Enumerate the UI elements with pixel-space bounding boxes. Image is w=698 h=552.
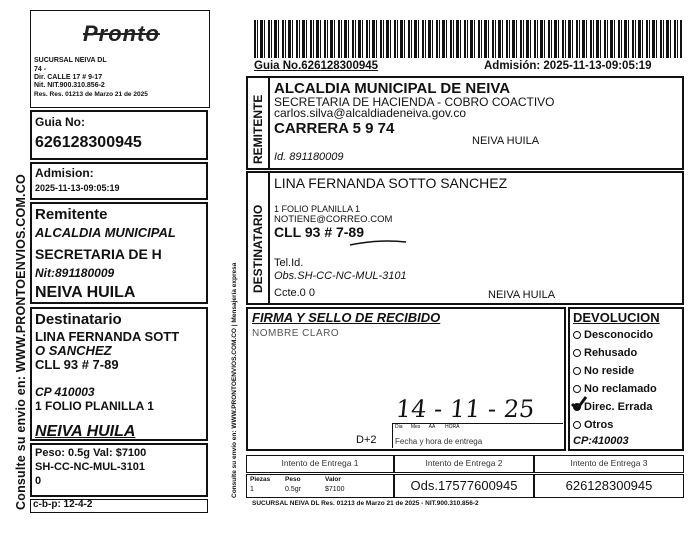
ods-value: Ods.17577600945 [410, 478, 518, 493]
bottom-code-box [30, 499, 208, 513]
piezas-label: Piezas [250, 476, 271, 483]
rem-name: ALCALDIA MUNICIPAL DE NEIVA [274, 80, 511, 97]
ref-line: SH-CC-NC-MUL-3101 [35, 461, 146, 473]
intento-2-label: Intento de Entrega 2 [425, 458, 503, 468]
branch-header-box [30, 10, 210, 108]
dest-name: LINA FERNANDA SOTTO SANCHEZ [274, 175, 508, 191]
devolucion-option[interactable]: Rehusado [573, 347, 637, 359]
remitente-nit: Nit:891180009 [35, 266, 115, 280]
guia-bottom-value: 626128300945 [565, 478, 653, 493]
radio-circle-icon [573, 349, 581, 357]
footer-text: SUCURSAL NEIVA DL Res. 01213 de Marzo 21 de 2025 - NIT.900.310.856-2 [252, 500, 479, 507]
devolucion-option[interactable]: Otros [573, 419, 613, 431]
remitente-name: ALCALDIA MUNICIPAL [35, 225, 176, 240]
peso-label: Peso [285, 476, 301, 483]
intento-1-label: Intento de Entrega 1 [281, 458, 359, 468]
devolucion-option[interactable]: Desconocido [573, 329, 653, 341]
branch-res: Res. Res. 01213 de Marzo 21 de 2025 [34, 91, 148, 98]
dest-cp: CP 410003 [35, 385, 95, 399]
intento-3-cell [534, 455, 684, 473]
peso-value: 0.5gr [285, 486, 301, 493]
peso-line: Peso: 0.5g Val: $7100 [35, 447, 147, 459]
destinatario-side-label: DESTINATARIO [251, 204, 265, 293]
piezas-cell [246, 474, 394, 498]
valor-value: $7100 [325, 486, 345, 493]
dest-folio: 1 FOLIO PLANILLA 1 [35, 399, 154, 413]
branch-address: Dir. CALLE 17 # 9-17 [34, 74, 103, 81]
admision-value: 2025-11-13-09:05:19 [35, 183, 120, 193]
dest-city: NEIVA HUILA [488, 289, 556, 301]
peso-box [30, 443, 208, 497]
guia-bottom-cell [534, 474, 684, 498]
d2-label: D+2 [356, 434, 377, 446]
devolucion-option-checked[interactable]: Direc. Errada [573, 401, 652, 413]
rem-city: NEIVA HUILA [472, 135, 540, 147]
dest-name-1: LINA FERNANDA SOTT [35, 329, 180, 344]
ods-cell [394, 474, 534, 498]
right-side-url-text: Consulte su envío en: WWW.PRONTOENVIOS.COM.CO | Mensajería expresa [231, 262, 238, 498]
radio-circle-icon [573, 367, 581, 375]
dest-name-2: O SANCHEZ [35, 343, 112, 358]
rem-id: Id. 891180009 [274, 151, 344, 163]
remitente-side-label: REMITENTE [251, 94, 265, 164]
rem-email: carlos.silva@alcaldiadeneiva.gov.co [274, 106, 467, 120]
destinatario-label: Destinatario [35, 311, 122, 328]
devolucion-option[interactable]: No reside [573, 365, 634, 377]
radio-circle-icon [573, 421, 581, 429]
handwritten-date: 14 - 11 - 25 [394, 395, 536, 423]
dest-ccte: Ccte.0 0 [274, 287, 315, 299]
remitente-label: Remitente [35, 206, 108, 223]
fecha-label: Fecha y hora de entrega [395, 437, 483, 446]
firma-block: FIRMA Y SELLO DE RECIBIDO NOMBRE CLARO 14 - 11 - 25 D+2 Dia Mes AA HORA Fecha y hora de entrega [246, 307, 566, 451]
devolucion-block [568, 307, 684, 451]
radio-circle-icon [573, 385, 581, 393]
piezas-value: 1 [250, 486, 254, 493]
branch-name: SUCURSAL NEIVA DL [34, 57, 107, 64]
dest-folio: 1 FOLIO PLANILLA 1 [274, 204, 361, 214]
firma-title: FIRMA Y SELLO DE RECIBIDO [252, 310, 441, 325]
rem-dept: SECRETARIA DE HACIENDA - COBRO COACTIVO [274, 95, 555, 109]
company-logo: Pronto [83, 21, 160, 46]
address-underline-mark [348, 239, 408, 247]
admision-header: Admisión: 2025-11-13-09:05:19 [484, 60, 652, 72]
dest-obs: Obs.SH-CC-NC-MUL-3101 [274, 270, 407, 282]
intento-3-label: Intento de Entrega 3 [570, 458, 648, 468]
branch-nit: Nit. NIT.900.310.856-2 [34, 82, 105, 89]
rem-address: CARRERA 5 9 74 [274, 120, 395, 137]
devolucion-option[interactable]: No reclamado [573, 383, 657, 395]
destinatario-box [30, 307, 208, 441]
intento-1-cell [246, 455, 394, 473]
dest-notiene: NOTIENE@CORREO.COM [274, 214, 393, 225]
dest-address: CLL 93 # 7-89 [274, 224, 365, 240]
guia-label: Guia No: [35, 115, 85, 129]
guia-number: 626128300945 [35, 134, 142, 151]
remitente-block [246, 76, 684, 170]
valor-label: Valor [325, 476, 341, 483]
branch-line2: 74 - [34, 66, 47, 73]
admision-label: Admision: [35, 166, 94, 180]
dest-city: NEIVA HUILA [35, 423, 136, 440]
left-side-url-text: Consulte su envio en: WWW.PRONTOENVIOS.COM.CO [14, 174, 28, 510]
guia-number-box [30, 110, 208, 160]
radio-circle-icon [573, 331, 581, 339]
remitente-box [30, 202, 208, 304]
ref-zero: 0 [35, 475, 42, 487]
remitente-dept: SECRETARIA DE H [35, 246, 162, 262]
dest-tel: Tel.Id. [274, 257, 304, 269]
remitente-city: NEIVA HUILA [35, 284, 136, 301]
devolucion-cp: CP:410003 [573, 435, 629, 447]
destinatario-block [246, 171, 684, 305]
intento-2-cell [394, 455, 534, 473]
dest-address: CLL 93 # 7-89 [35, 357, 119, 372]
check-mark-icon [570, 395, 588, 411]
barcode [254, 20, 682, 58]
admision-box [30, 162, 208, 200]
nombre-claro: NOMBRE CLARO [252, 328, 340, 339]
devolucion-title: DEVOLUCION [573, 310, 660, 325]
bottom-code: c-b-p: 12-4-2 [33, 499, 93, 510]
guia-header: Guia No.626128300945 [254, 60, 379, 72]
